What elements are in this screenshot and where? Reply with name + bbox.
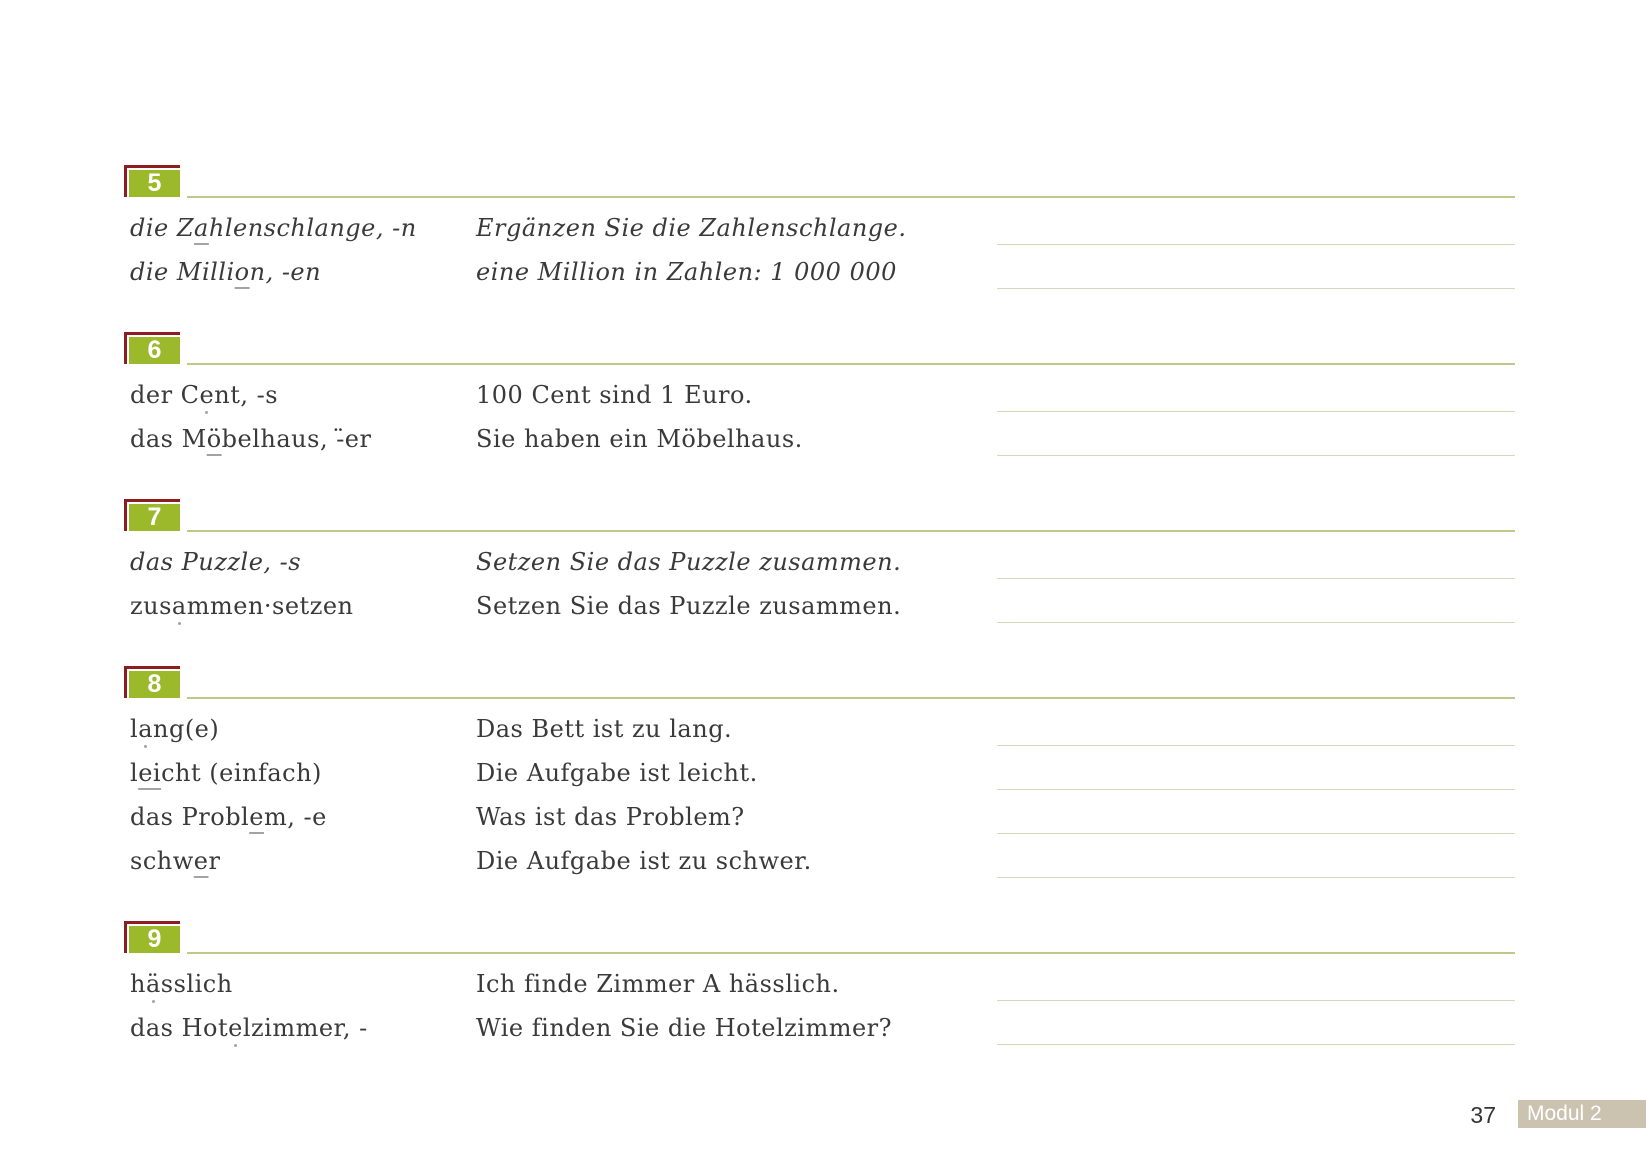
example-sentence: 100 Cent sind 1 Euro. [476,381,753,409]
section-divider-line [187,952,1515,954]
vocab-term: der Cent, -s [130,381,279,409]
vocab-term: das Problem, -e [130,803,327,831]
short-vowel-mark: ä [145,970,161,998]
long-vowel-mark: e [249,803,264,831]
long-vowel-mark: ö [206,425,222,453]
exercise-number: 9 [129,926,180,953]
example-sentence: eine Million in Zahlen: 1 000 000 [476,258,897,286]
vocab-list [0,957,1646,1045]
exercise-number: 8 [129,671,180,698]
example-sentence: Wie finden Sie die Hotelzimmer? [476,1014,893,1042]
vocab-term: schwer [130,847,221,875]
vocab-row [0,245,1646,289]
exercise-section-5 [0,165,1646,286]
answer-line [997,877,1515,879]
exercise-number: 6 [129,337,180,364]
vocab-list [0,201,1646,289]
answer-line [997,622,1515,624]
page-number: 37 [1470,1102,1496,1128]
exercise-number-box [124,666,180,698]
long-vowel-mark: a [194,214,209,242]
long-vowel-mark: e [193,847,209,875]
vocab-term: leicht (einfach) [130,759,322,787]
vocab-row [0,834,1646,878]
vocab-row [0,1001,1646,1045]
exercise-number-box [124,499,180,531]
vocab-row [0,535,1646,579]
section-divider-line [187,196,1515,198]
example-sentence: Was ist das Problem? [476,803,745,831]
example-sentence: Sie haben ein Möbelhaus. [476,425,803,453]
exercise-number-box [124,921,180,953]
vocab-term: zusammen·setzen [130,592,354,620]
example-sentence: Die Aufgabe ist leicht. [476,759,758,787]
exercise-number: 5 [129,170,180,197]
vocab-row [0,579,1646,623]
short-vowel-mark: e [199,381,215,409]
exercise-section-7 [0,499,1646,620]
exercise-section-9 [0,921,1646,1042]
long-vowel-mark: o [234,258,250,286]
section-divider-line [187,697,1515,699]
short-vowel-mark: a [138,715,153,743]
vocab-term: die Zahlenschlange, -n [130,214,417,242]
answer-line [997,455,1515,457]
example-sentence: Das Bett ist zu lang. [476,715,733,743]
example-sentence: Ergänzen Sie die Zahlenschlange. [476,214,907,242]
vocab-row [0,746,1646,790]
short-vowel-mark: a [171,592,187,620]
section-divider-line [187,363,1515,365]
exercise-section-8 [0,666,1646,875]
example-sentence: Ich finde Zimmer A hässlich. [476,970,840,998]
example-sentence: Setzen Sie das Puzzle zusammen. [476,548,902,576]
answer-line [997,1044,1515,1046]
vocab-row [0,702,1646,746]
vocab-term: lang(e) [130,715,220,743]
long-vowel-mark: ei [138,759,162,787]
vocab-term: das Puzzle, -s [130,548,302,576]
exercise-section-6 [0,332,1646,453]
vocab-row [0,957,1646,1001]
vocab-row [0,790,1646,834]
vocab-term: das Hotelzimmer, - [130,1014,368,1042]
exercise-number-box [124,165,180,197]
example-sentence: Setzen Sie das Puzzle zusammen. [476,592,902,620]
vocab-row [0,368,1646,412]
example-sentence: Die Aufgabe ist zu schwer. [476,847,812,875]
vocab-list [0,702,1646,878]
vocab-list [0,368,1646,456]
vocab-row [0,412,1646,456]
answer-line [997,288,1515,290]
exercise-number: 7 [129,504,180,531]
vocab-term: das Möbelhaus, -̈er [130,425,372,453]
section-divider-line [187,530,1515,532]
exercise-number-box [124,332,180,364]
vocab-row [0,201,1646,245]
short-vowel-mark: e [228,1014,243,1042]
vocab-term: die Million, -en [130,258,322,286]
vocab-list [0,535,1646,623]
module-badge: Modul 2 [1518,1100,1646,1128]
vocab-term: hässlich [130,970,233,998]
